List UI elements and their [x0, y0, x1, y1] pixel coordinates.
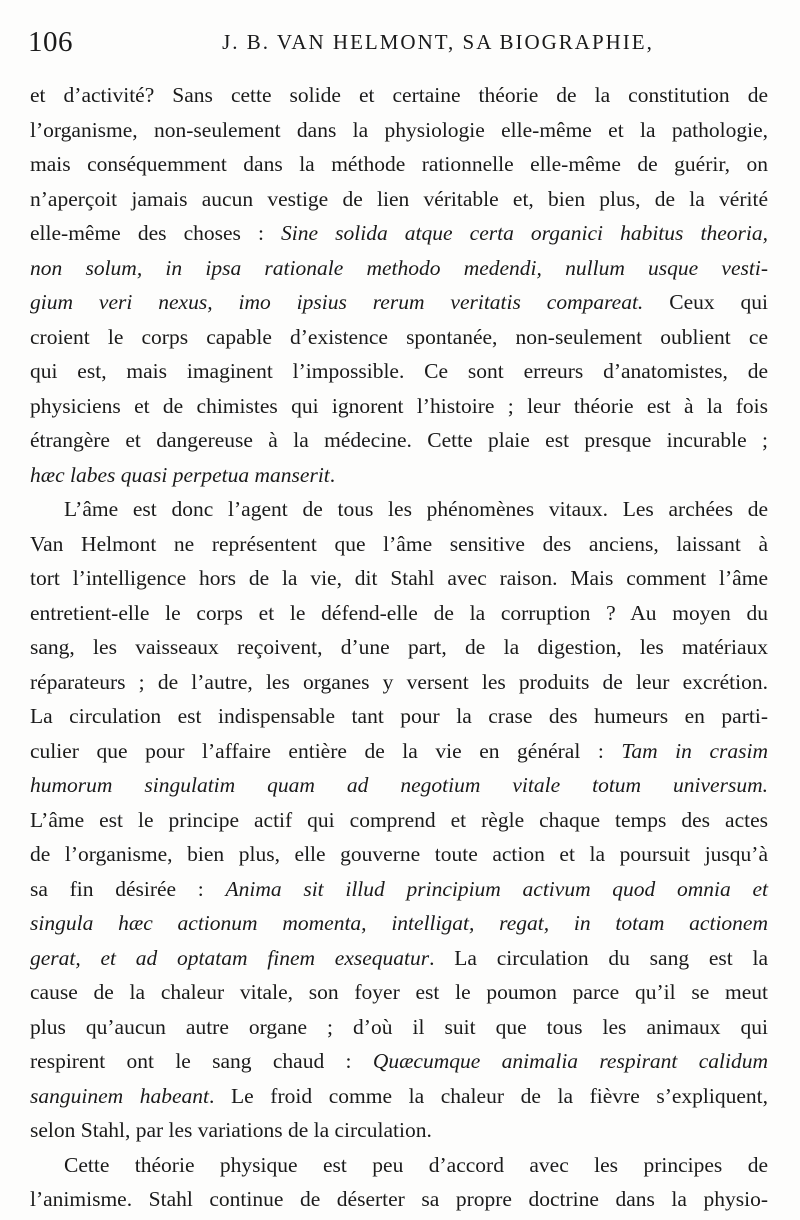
page-header	[28, 26, 773, 66]
text-line	[30, 458, 768, 493]
text-run: l’animisme. Stahl continue de déserter sa propre doctrine dans la physio-	[30, 1187, 768, 1211]
text-run: selon Stahl, par les variations de la circulation.	[30, 1118, 432, 1142]
text-run: tort l’intelligence hors de la vie, dit Stahl avec raison. Mais comment l’âme	[30, 566, 768, 590]
text-line	[30, 665, 768, 700]
text-run: . Le froid comme la chaleur de la fièvre s’expliquent,	[209, 1083, 769, 1108]
text-line	[30, 596, 768, 631]
text-line	[30, 251, 768, 286]
text-run: . La circulation du sang est la	[429, 945, 768, 970]
text-run: culier que pour l’affaire entière de la vie en général :	[30, 738, 622, 763]
text-line	[30, 1148, 768, 1183]
latin-quotation: gium veri nexus, imo ipsius rerum veritatis compareat.	[30, 290, 644, 314]
text-line	[30, 975, 768, 1010]
text-run: respirent ont le sang chaud :	[30, 1049, 373, 1073]
text-run: étrangère et dangereuse à la médecine. Cette plaie est presque incurable ;	[30, 428, 768, 452]
text-line	[30, 78, 768, 113]
text-line	[30, 216, 768, 251]
text-run: qui est, mais imaginent l’impossible. Ce sont erreurs d’anatomistes, de	[30, 359, 768, 383]
text-line	[30, 630, 768, 665]
text-run: plus qu’aucun autre organe ; d’où il suit que tous les animaux qui	[30, 1014, 768, 1039]
latin-quotation: Quæcumque animalia respirant calidum	[372, 1049, 768, 1073]
text-line	[30, 320, 768, 355]
text-run: croient le corps capable d’existence spontanée, non-seulement oublient ce	[30, 324, 768, 349]
text-line	[30, 1044, 768, 1079]
text-line	[30, 423, 768, 458]
page-number: 106	[28, 26, 73, 58]
text-run: sang, les vaisseaux reçoivent, d’une part, de la digestion, les matériaux	[30, 635, 768, 659]
text-line	[30, 182, 768, 217]
latin-quotation: humorum singulatim quam ad negotium vitale totum universum.	[30, 773, 768, 797]
latin-quotation: Tam in crasim	[621, 738, 768, 763]
text-run: elle-même des choses :	[30, 221, 282, 245]
body-text	[30, 78, 768, 1217]
latin-quotation: Anima sit illud principium activum quod omnia et	[225, 876, 768, 901]
text-line	[30, 389, 768, 424]
text-line	[30, 803, 768, 838]
latin-quotation: sanguinem habeant	[30, 1083, 210, 1108]
text-line	[30, 527, 768, 562]
text-run: entretient-elle le corps et le défend-elle de la corruption ? Au moyen du	[30, 600, 768, 625]
text-line	[30, 768, 768, 803]
latin-quotation: non solum, in ipsa rationale methodo medendi, nullum usque vesti-	[30, 255, 768, 280]
latin-quotation: singula hæc actionum momenta, intelligat, regat, in totam actionem	[30, 911, 768, 935]
text-run: de l’organisme, bien plus, elle gouverne toute action et la poursuit jusqu’à	[30, 842, 768, 866]
text-line	[30, 113, 768, 148]
text-line	[30, 561, 768, 596]
text-run: La circulation est indispensable tant pour la crase des humeurs en parti-	[30, 704, 768, 728]
text-line	[30, 1079, 768, 1114]
text-line	[30, 354, 768, 389]
text-run: physiciens et de chimistes qui ignorent l’histoire ; leur théorie est à la fois	[30, 393, 768, 418]
text-run: cause de la chaleur vitale, son foyer est le poumon parce qu’il se meut	[30, 980, 768, 1004]
text-line	[30, 699, 768, 734]
text-run: L’âme est donc l’agent de tous les phénomènes vitaux. Les archées de	[64, 497, 768, 521]
text-run: Cette théorie physique est peu d’accord avec les principes de	[64, 1152, 768, 1177]
text-run: n’aperçoit jamais aucun vestige de lien véritable et, bien plus, de la vérité	[30, 186, 768, 211]
latin-quotation: gerat, et ad optatam finem exsequatur	[30, 945, 430, 970]
text-run: Van Helmont ne représentent que l’âme sensitive des anciens, laissant à	[30, 531, 768, 556]
text-line	[30, 285, 768, 320]
text-run: L’âme est le principe actif qui comprend et règle chaque temps des actes	[30, 807, 768, 832]
text-run: réparateurs ; de l’autre, les organes y versent les produits de leur excrétion.	[30, 669, 768, 694]
text-run: Ceux qui	[643, 290, 768, 314]
text-line	[30, 1010, 768, 1045]
text-line	[30, 492, 768, 527]
running-title: J. B. VAN HELMONT, SA BIOGRAPHIE,	[222, 30, 654, 54]
text-line	[30, 872, 768, 907]
latin-quotation: Sine solida atque certa organici habitus theoria,	[281, 221, 768, 245]
text-line	[30, 1182, 768, 1217]
text-line	[30, 906, 768, 941]
text-run: sa fin désirée :	[30, 876, 226, 901]
text-line	[30, 837, 768, 872]
text-run: mais conséquemment dans la méthode rationnelle elle-même de guérir, on	[30, 152, 768, 176]
text-line	[30, 734, 768, 769]
latin-quotation: hæc labes quasi perpetua manserit	[30, 462, 330, 487]
text-line	[30, 1113, 768, 1148]
text-run: et d’activité? Sans cette solide et certaine théorie de la constitution de	[30, 83, 768, 107]
text-line	[30, 147, 768, 182]
text-line	[30, 941, 768, 976]
text-run: l’organisme, non-seulement dans la physiologie elle-même et la pathologie,	[30, 117, 768, 142]
text-run: .	[329, 462, 336, 487]
